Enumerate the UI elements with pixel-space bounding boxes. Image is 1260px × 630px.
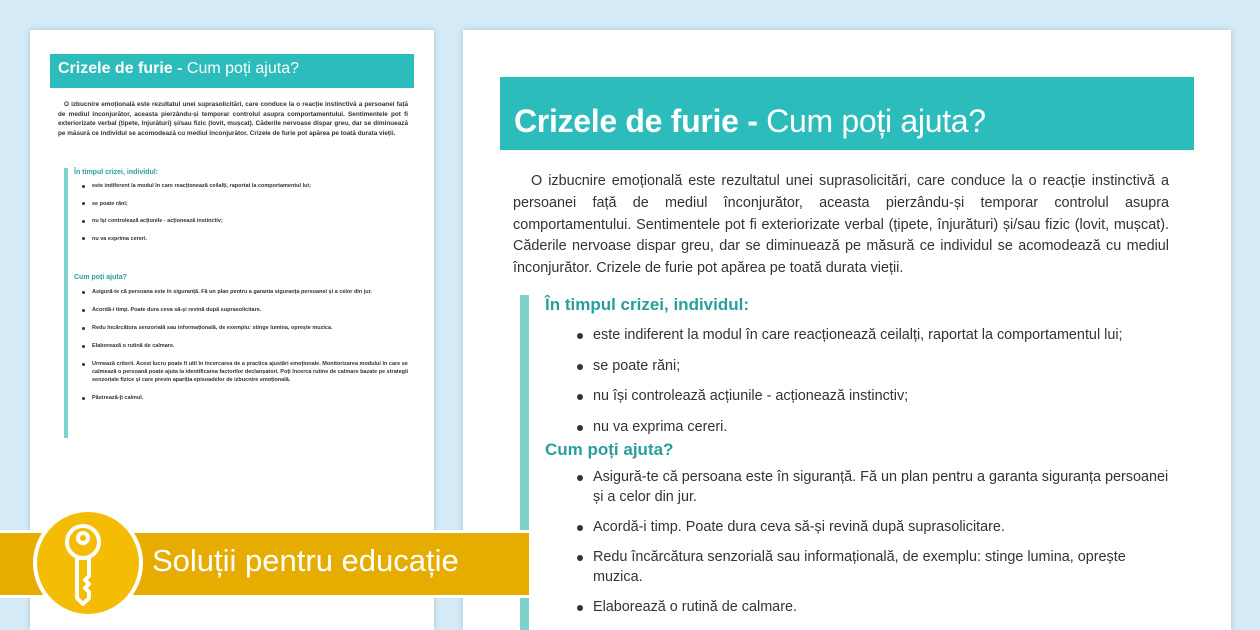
badge-circle <box>33 508 143 618</box>
list-item: Păstrează-ți calmul. <box>82 394 412 402</box>
how-to-help-list <box>575 467 1175 627</box>
key-icon <box>37 512 139 614</box>
section-heading-during-crisis: În timpul crizei, individul: <box>74 169 159 176</box>
document-page-zoomed <box>463 30 1231 630</box>
list-item: Acordă-i timp. Poate dura ceva să-și revină după suprasolicitare. <box>82 306 412 314</box>
list-item: Elaborează o rutină de calmare. <box>575 597 1175 617</box>
list-item: nu își controlează acțiunile - acționează instinctiv; <box>575 386 1195 417</box>
list-item: nu își controlează acțiunile - acționează instinctiv; <box>82 217 392 225</box>
list-item: nu va exprima cereri. <box>575 417 1195 448</box>
title-rest: Cum poți ajuta? <box>186 60 299 77</box>
during-crisis-list <box>575 325 1195 447</box>
page-title <box>500 77 1194 150</box>
section-heading-how-to-help: Cum poți ajuta? <box>545 440 674 459</box>
list-item: Redu încărcătura senzorială sau informațională, de exemplu: stinge lumina, oprește muzica. <box>82 324 412 332</box>
section-accent-bar <box>64 168 68 438</box>
title-rest: Cum poți ajuta? <box>766 103 986 139</box>
list-item: Asigură-te că persoana este în siguranță. Fă un plan pentru a garanta siguranța persoanei și a celor din jur. <box>575 467 1175 507</box>
intro-paragraph: O izbucnire emoțională este rezultatul unei suprasolicitări, care conduce la o reacție instinctivă a persoanei față de mediul înconjurător, aceasta pierzându-și temporar controlul asupra comportamentului. Sentimentele pot fi exteriorizate verbal (țipete, înjurături) și/sau fizic (lovit, mușcat). Căderile nervoase dispar greu, dar se diminuează pe măsură ce individul se acomodează cu mediul înconjurător. Crizele de furie pot apărea pe toată durata vieții. <box>58 101 408 137</box>
list-item: este indiferent la modul în care reacționează ceilalți, raportat la comportamentul lui; <box>575 325 1195 356</box>
list-item: se poate răni; <box>575 356 1195 387</box>
list-item: Elaborează o rutină de calmare. <box>82 342 412 350</box>
page-title <box>50 54 414 88</box>
list-item: nu va exprima cereri. <box>82 235 392 243</box>
list-item: este indiferent la modul în care reacționează ceilalți, raportat la comportamentul lui; <box>82 182 392 190</box>
banner-label: Soluții pentru educație <box>152 543 459 578</box>
intro-paragraph: O izbucnire emoțională este rezultatul unei suprasolicitări, care conduce la o reacție instinctivă a persoanei față de mediul înconjurător, aceasta pierzându-și temporar controlul asupra comportamentului. Sentimentele pot fi exteriorizate verbal (țipete, înjurături) și/sau fizic (lovit, mușcat). Căderile nervoase dispar greu, dar se diminuează pe măsură ce individul se acomodează cu mediul înconjurător. Crizele de furie pot apărea pe toată durata vieții. <box>513 173 1169 277</box>
section-heading-how-to-help: Cum poți ajuta? <box>74 274 127 281</box>
list-item: Acordă-i timp. Poate dura ceva să-și revină după suprasolicitare. <box>575 517 1175 537</box>
list-item: Redu încărcătura senzorială sau informațională, de exemplu: stinge lumina, oprește muzica. <box>575 547 1175 587</box>
title-bold: Crizele de furie - <box>58 60 187 77</box>
during-crisis-list <box>82 182 392 252</box>
list-item: Urmează criterii. Acest lucru poate fi util în încercarea de a practica ajustări emoționale. Monitorizarea modului în care se calmează o persoană poate ajuta la identificarea factorilor declanșatori. Poți încerca rutine de calmare bazate pe strategii senzoriale fizice și care previn apariția episoadelor de izbucnire emoțională. <box>82 360 412 384</box>
title-bold: Crizele de furie - <box>514 103 767 139</box>
section-heading-during-crisis: În timpul crizei, individul: <box>545 295 750 314</box>
list-item: Asigură-te că persoana este în siguranță. Fă un plan pentru a garanta siguranța persoanei și a celor din jur. <box>82 288 412 296</box>
how-to-help-list <box>82 288 412 412</box>
list-item: se poate răni; <box>82 200 392 208</box>
